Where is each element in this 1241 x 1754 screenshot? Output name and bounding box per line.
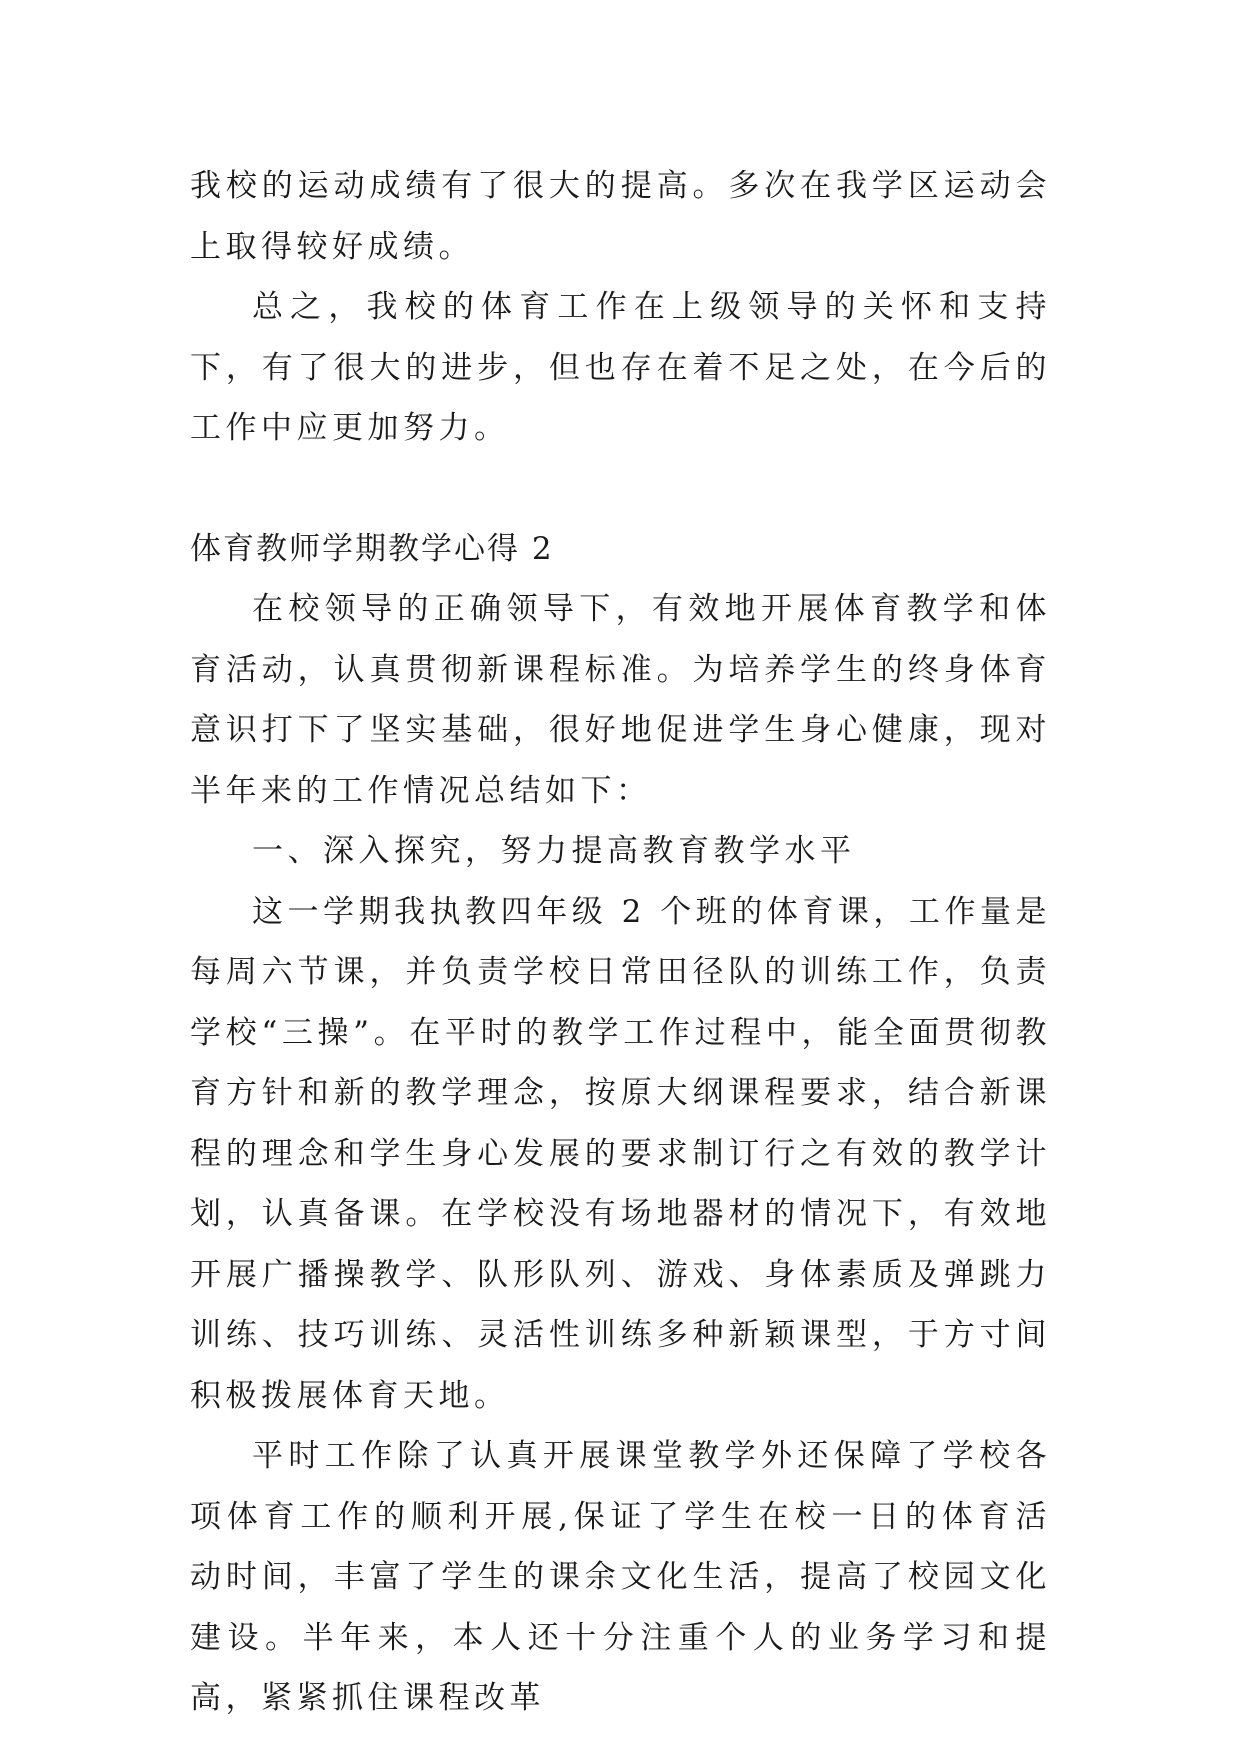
summary-paragraph: 总之，我校的体育工作在上级领导的关怀和支持下，有了很大的进步，但也存在着不足之处，在今后的工作中应更加努力。	[190, 289, 1051, 446]
section-spacer	[190, 459, 1051, 519]
body-paragraph-1: 这一学期我执教四年级 2 个班的体育课，工作量是每周六节课，并负责学校日常田径队的训练工作，负责学校“三操”。在平时的教学工作过程中，能全面贯彻教育方针和新的教学理念，按原大纲课程要求，结合新课程的理念和学生身心发展的要求制订行之有效的教学计划，认真备课。在学校没有场地器材的情况下，有效地开展广播操教学、队形队列、游戏、身体素质及弹跳力训练、技巧训练、灵活性训练多种新颖课型，于方寸间积极拨展体育天地。	[190, 893, 1051, 1414]
section-title: 体育教师学期教学心得 2	[190, 530, 554, 567]
intro-paragraph: 在校领导的正确领导下，有效地开展体育教学和体育活动，认真贯彻新课程标准。为培养学生的终身体育意识打下了坚实基础，很好地促进学生身心健康，现对半年来的工作情况总结如下：	[190, 591, 1051, 809]
subheading-1: 一、深入探究，努力提高教育教学水平	[252, 833, 856, 869]
body-paragraph-2: 平时工作除了认真开展课堂教学外还保障了学校各项体育工作的顺利开展,保证了学生在校一日的体育活动时间，丰富了学生的课余文化生活，提高了校园文化建设。半年来，本人还十分注重个人的业务学习和提高，紧紧抓住课程改革	[190, 1438, 1051, 1716]
continuation-paragraph: 我校的运动成绩有了很大的提高。多次在我学区运动会上取得较好成绩。	[190, 168, 1051, 265]
